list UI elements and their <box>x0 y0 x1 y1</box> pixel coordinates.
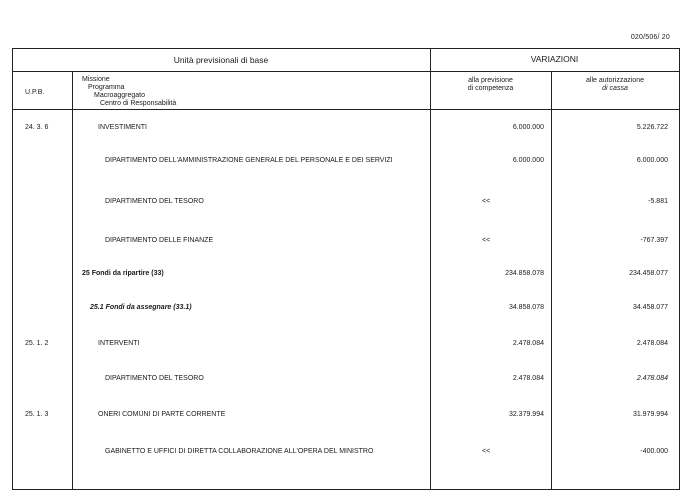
row-competenza: 6.000.000 <box>512 124 544 131</box>
header-left-title: Unità previsionali di base <box>173 55 269 65</box>
row-label: 25.1 Fondi da assegnare (33.1) <box>90 304 192 311</box>
row-upb: 25. 1. 2 <box>25 340 49 347</box>
header-divider-bottom <box>12 109 680 110</box>
header-hierarchy-centro: Centro di Responsabilità <box>100 100 177 107</box>
row-cassa: 2.478.084 <box>636 375 668 382</box>
row-label: GABINETTO E UFFICI DI DIRETTA COLLABORAZIONE ALL'OPERA DEL MINISTRO <box>105 448 374 455</box>
row-cassa: -767.397 <box>640 237 668 244</box>
row-label: DIPARTIMENTO DEL TESORO <box>105 375 204 382</box>
page-reference: 020/506/ 20 <box>630 34 670 41</box>
row-competenza: 2.478.084 <box>512 375 544 382</box>
row-cassa: 34.458.077 <box>632 304 668 311</box>
header-cassa-line2: di cassa <box>602 85 628 92</box>
row-cassa: 2.478.084 <box>636 340 668 347</box>
table-border-right <box>679 49 680 489</box>
row-competenza: 32.379.994 <box>508 411 544 418</box>
row-label: 25 Fondi da ripartire (33) <box>82 270 164 277</box>
header-cassa-line1: alle autorizzazione <box>586 77 644 84</box>
row-competenza: 34.858.078 <box>508 304 544 311</box>
row-label: DIPARTIMENTO DELL'AMMINISTRAZIONE GENERALE DEL PERSONALE E DEI SERVIZI <box>105 157 393 164</box>
column-divider-variazioni <box>430 49 431 489</box>
row-competenza: 6.000.000 <box>512 157 544 164</box>
row-label: INTERVENTI <box>98 340 140 347</box>
row-cassa: 234.458.077 <box>629 270 668 277</box>
row-cassa: -5.881 <box>648 198 668 205</box>
header-competenza-line1: alla previsione <box>468 77 513 84</box>
row-label: DIPARTIMENTO DELLE FINANZE <box>105 237 214 244</box>
row-competenza: << <box>482 198 491 205</box>
header-hierarchy-macroaggregato: Macroaggregato <box>94 92 145 99</box>
row-label: ONERI COMUNI DI PARTE CORRENTE <box>98 411 226 418</box>
header-hierarchy-missione: Missione <box>82 76 110 83</box>
row-cassa: 6.000.000 <box>636 157 668 164</box>
row-competenza: << <box>482 237 491 244</box>
row-label: INVESTIMENTI <box>98 124 148 131</box>
header-upb: U.P.B. <box>25 89 45 96</box>
row-upb: 25. 1. 3 <box>25 411 49 418</box>
row-cassa: 5.226.722 <box>636 124 668 131</box>
table-border-left <box>12 49 13 489</box>
header-divider-top <box>12 71 680 72</box>
row-cassa: 31.979.994 <box>632 411 668 418</box>
row-competenza: << <box>482 448 491 455</box>
row-competenza: 2.478.084 <box>512 340 544 347</box>
budget-table <box>12 48 680 490</box>
column-divider-upb <box>72 72 73 489</box>
header-hierarchy-programma: Programma <box>88 84 125 91</box>
row-cassa: -400.000 <box>640 448 668 455</box>
row-competenza: 234.858.078 <box>505 270 544 277</box>
header-right-title: VARIAZIONI <box>530 54 579 64</box>
header-competenza-line2: di competenza <box>467 85 514 92</box>
row-upb: 24. 3. 6 <box>25 124 49 131</box>
column-divider-cassa <box>551 72 552 489</box>
row-label: DIPARTIMENTO DEL TESORO <box>105 198 204 205</box>
